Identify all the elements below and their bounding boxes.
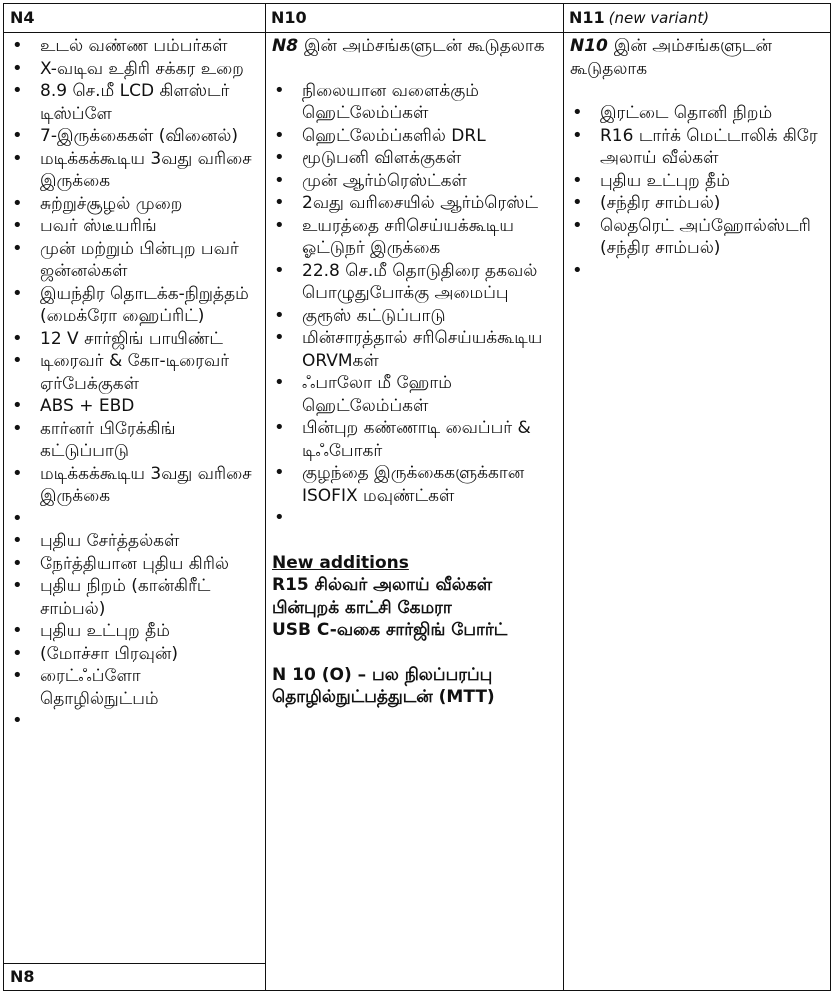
column-n11: [564, 33, 830, 282]
feature-item: • இயந்திர தொடக்க-நிறுத்தம் (மைக்ரோ ஹைப்ரிட்): [10, 283, 259, 328]
new-additions-list: [272, 574, 557, 642]
feature-item: • 2வது வரிசையில் ஆர்ம்ரெஸ்ட்: [272, 192, 557, 215]
feature-item: • புதிய நிறம் (கான்கிரீட் சாம்பல்): [10, 575, 259, 620]
feature-item: • மடிக்கக்கூடிய 3வது வரிசை இருக்கை: [10, 463, 259, 508]
feature-item: • 12 V சார்ஜிங் பாயிண்ட்: [10, 328, 259, 351]
feature-item: • R16 டார்க் மெட்டாலிக் கிரே அலாய் வீல்கள்: [570, 125, 824, 170]
feature-item: • மடிக்கக்கூடிய 3வது வரிசை இருக்கை: [10, 148, 259, 193]
n11-intro-ref: N10: [570, 36, 608, 56]
feature-item: [10, 710, 259, 733]
mtt-note: [272, 664, 557, 709]
n11-intro: [570, 35, 824, 80]
feature-item: • புதிய உட்புற தீம்: [10, 620, 259, 643]
feature-item: • உயரத்தை சரிசெய்யக்கூடிய ஓட்டுநர் இருக்கை: [272, 215, 557, 260]
column-n10: [266, 33, 563, 709]
header-n10: [265, 4, 563, 32]
feature-item: • ஃபாலோ மீ ஹோம் ஹெட்லேம்ப்கள்: [272, 372, 557, 417]
header-n10-title: N10: [271, 8, 307, 27]
n10-intro-ref: N8: [272, 36, 299, 56]
feature-item: [272, 507, 557, 530]
footer-n8: [4, 963, 265, 991]
feature-item: • 8.9 செ.மீ LCD கிளஸ்டர் டிஸ்ப்ளே: [10, 80, 259, 125]
feature-item: • முன் ஆர்ம்ரெஸ்ட்கள்: [272, 170, 557, 193]
text-line: பின்புறக் காட்சி கேமரா: [272, 597, 452, 618]
feature-item: • இரட்டை தொனி நிறம்: [570, 102, 824, 125]
feature-item: • ஹெட்லேம்ப்களில் DRL: [272, 125, 557, 148]
header-n11-title: N11: [569, 8, 605, 27]
feature-item: • நேர்த்தியான புதிய கிரில்: [10, 553, 259, 576]
feature-item: • X-வடிவ உதிரி சக்கர உறை: [10, 58, 259, 81]
text-line: USB C-வகை சார்ஜிங் போர்ட்: [272, 620, 508, 640]
feature-item: [570, 260, 824, 283]
feature-item: • மூடுபனி விளக்குகள்: [272, 147, 557, 170]
feature-item: • லெதரெட் அப்ஹோல்ஸ்டரி (சந்திர சாம்பல்): [570, 215, 824, 260]
n4-feature-list: [10, 35, 259, 733]
header-n11-subtitle: (new variant): [608, 9, 710, 27]
feature-item: • கார்னர் பிரேக்கிங் கட்டுப்பாடு: [10, 418, 259, 463]
n11-feature-list: [570, 102, 824, 282]
n10-intro-text: இன் அம்சங்களுடன் கூடுதலாக: [303, 36, 545, 56]
text-line: R15 சில்வர் அலாய் வீல்கள்: [272, 575, 493, 595]
feature-item: [10, 508, 259, 531]
variant-table: [3, 3, 831, 991]
feature-item: • பவர் ஸ்டீயரிங்: [10, 215, 259, 238]
header-n4: [4, 4, 265, 32]
feature-item: • டிரைவர் & கோ-டிரைவர் ஏர்பேக்குகள்: [10, 350, 259, 395]
header-n4-title: N4: [10, 8, 35, 27]
feature-item: • நிலையான வளைக்கும் ஹெட்லேம்ப்கள்: [272, 80, 557, 125]
text-line: N 10 (O) – பல நிலப்பரப்பு: [272, 664, 493, 685]
n11-intro-text: இன் அம்சங்களுடன் கூடுதலாக: [570, 36, 772, 79]
feature-item: • குழந்தை இருக்கைகளுக்கான ISOFIX மவுண்ட்கள்: [272, 462, 557, 507]
feature-item: • மின்சாரத்தால் சரிசெய்யக்கூடிய ORVMகள்: [272, 327, 557, 372]
feature-item: • புதிய உட்புற தீம்: [570, 170, 824, 193]
n10-intro: [272, 35, 557, 58]
feature-item: • ABS + EBD: [10, 395, 259, 418]
n10-feature-list: [272, 80, 557, 530]
feature-item: • சுற்றுச்சூழல் முறை: [10, 193, 259, 216]
feature-item: • (சந்திர சாம்பல்): [570, 192, 824, 215]
feature-item: • ரைட்ஃப்ளோ தொழில்நுட்பம்: [10, 665, 259, 710]
feature-item: • குரூஸ் கட்டுப்பாடு: [272, 305, 557, 328]
feature-item: • 22.8 செ.மீ தொடுதிரை தகவல் பொழுதுபோக்கு அமைப்பு: [272, 260, 557, 305]
feature-item: • பின்புற கண்ணாடி வைப்பர் & டிஃபோகர்: [272, 417, 557, 462]
feature-item: • (மோச்சா பிரவுன்): [10, 643, 259, 666]
feature-item: • புதிய சேர்த்தல்கள்: [10, 530, 259, 553]
text-line: தொழில்நுட்பத்துடன் (MTT): [272, 687, 495, 707]
feature-item: • முன் மற்றும் பின்புற பவர் ஜன்னல்கள்: [10, 238, 259, 283]
column-n4: [4, 33, 265, 733]
feature-item: • உடல் வண்ண பம்பர்கள்: [10, 35, 259, 58]
header-n11: [563, 4, 830, 32]
footer-n8-title: N8: [10, 967, 35, 986]
new-additions-heading: New additions: [272, 552, 409, 573]
feature-item: • 7-இருக்கைகள் (வினைல்): [10, 125, 259, 148]
